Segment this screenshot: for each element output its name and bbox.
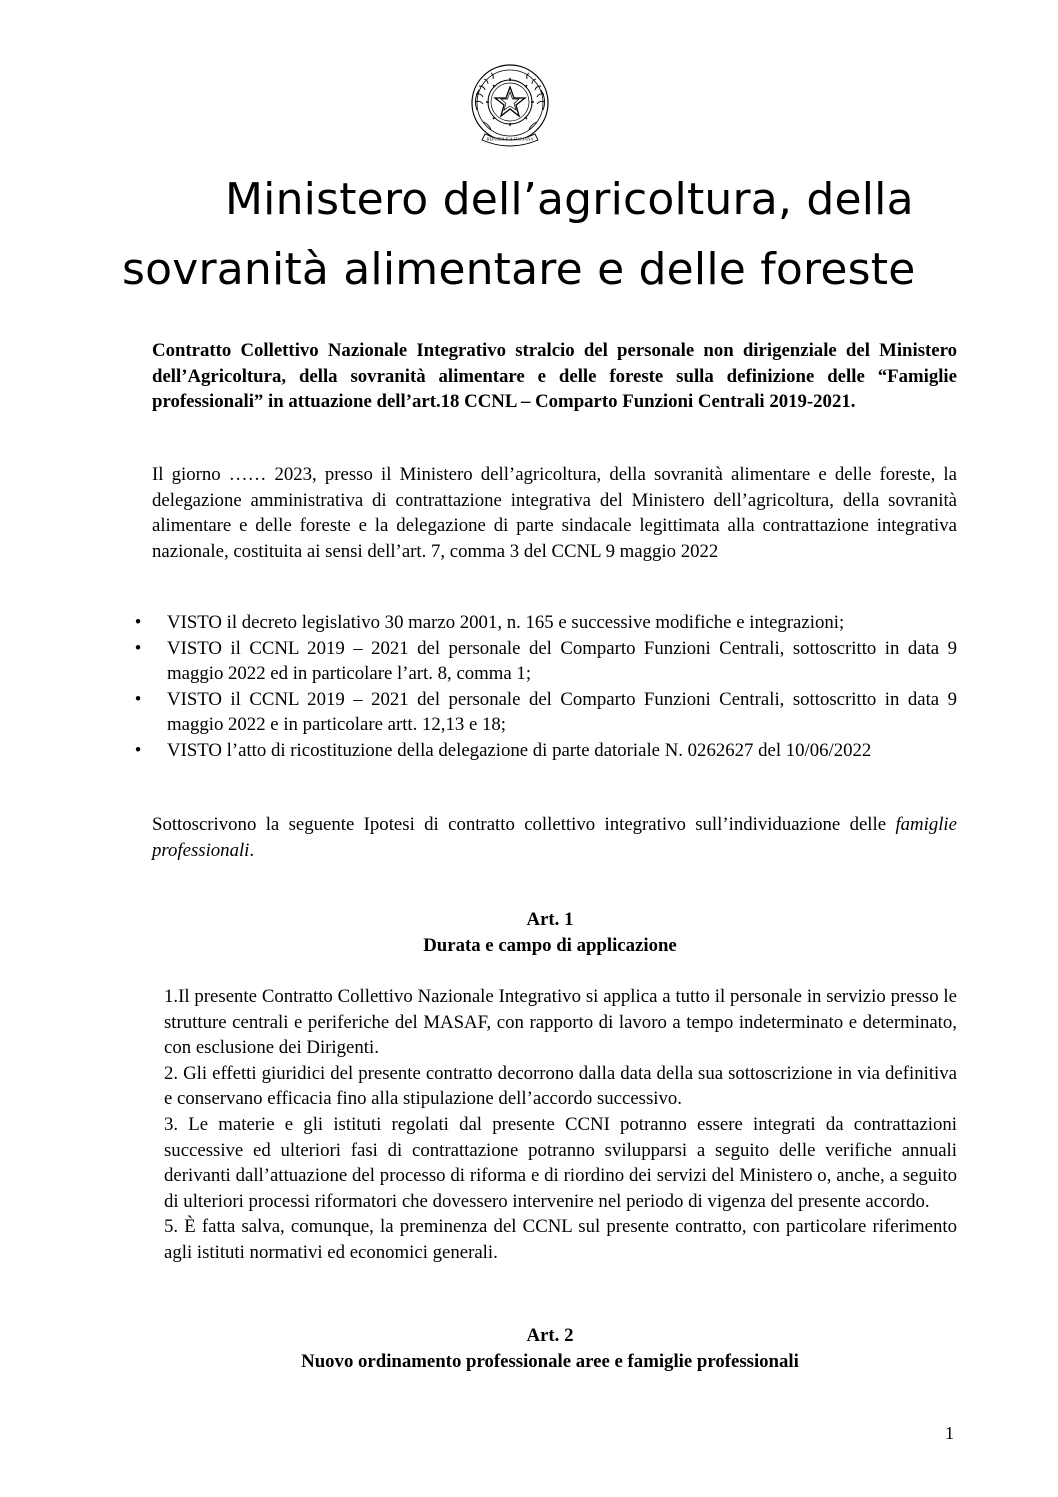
sottoscrivono-italic: famiglie professionali <box>152 814 957 861</box>
article-1-body <box>164 984 957 1266</box>
sottoscrivono-end: . <box>249 839 255 861</box>
ministry-title <box>0 165 1058 305</box>
sottoscrivono-text: Sottoscrivono la seguente Ipotesi di contratto collettivo integrativo sull’individuazione delle <box>152 814 896 835</box>
premise-item <box>133 687 957 738</box>
premises-list <box>133 610 957 764</box>
article-1-paragraph: 3. Le materie e gli istituti regolati dal presente CCNI potranno essere integrati da contrattazioni successive ed ulteriori fasi di contrattazione potranno svilupparsi a seguito delle verifiche annuali derivanti dall’attuazione del processo di riforma e di riordino dei servizi del Ministero o, anche, a seguito di ulteriori processi riformatori che dovessero intervenire nel periodo di vigenza del presente accordo. <box>164 1113 957 1212</box>
article-1-paragraph: 1.Il presente Contratto Collettivo Nazionale Integrativo si applica a tutto il personale in servizio presso le strutture centrali e periferiche del MASAF, con rapporto di lavoro a tempo indeterminato e determinato, con esclusione dei Dirigenti. <box>164 986 957 1059</box>
article-1-paragraph: 2. Gli effetti giuridici del presente contratto decorrono dalla data della sua sottoscrizione in via definitiva e conservano efficacia fino alla stipulazione dell’accordo successivo. <box>164 1062 957 1110</box>
bullet-icon: • <box>134 637 142 659</box>
ministry-title-line1: Ministero dell’agricoltura, della <box>225 174 914 225</box>
article-1-title: Durata e campo di applicazione <box>423 934 677 956</box>
premise-text: VISTO il decreto legislativo 30 marzo 2001, n. 165 e successive modifiche e integrazioni; <box>167 612 845 633</box>
article-2-heading <box>0 1323 1058 1374</box>
premise-item <box>133 610 957 636</box>
ministry-title-line2: sovranità alimentare e delle foreste <box>122 244 916 295</box>
premise-text: VISTO l’atto di ricostituzione della delegazione di parte datoriale N. 0262627 del 10/06/2022 <box>167 739 872 761</box>
intro-paragraph: Il giorno …… 2023, presso il Ministero dell’agricoltura, della sovranità alimentare e delle foreste, la delegazione amministrativa di contrattazione integrativa del Ministero dell’agricoltura, della sovranità alimentare e delle foreste e la delegazione di parte sindacale legittimata alla contrattazione integrativa nazionale, costituita ai sensi dell’art. 7, comma 3 del CCNL 9 maggio 2022 <box>152 464 957 562</box>
premise-item <box>133 636 957 687</box>
contract-heading: Contratto Collettivo Nazionale Integrativo stralcio del personale non dirigenziale del Ministero dell’Agricoltura, della sovranità alimentare e delle foreste sulla definizione delle “Famiglie professionali” in attuazione dell’art.18 CCNL – Comparto Funzioni Centrali 2019-2021. <box>152 340 957 413</box>
article-1-paragraph: 5. È fatta salva, comunque, la preminenza del CCNL sul presente contratto, con particolare riferimento agli istituti normativi ed economici generali. <box>164 1216 957 1263</box>
premise-text: VISTO il CCNL 2019 – 2021 del personale del Comparto Funzioni Centrali, sottoscritto in data 9 maggio 2022 e in particolare artt. 12,13 e 18; <box>167 688 957 736</box>
article-1-number: Art. 1 <box>526 909 574 930</box>
bullet-icon: • <box>134 612 142 633</box>
sottoscrivono-paragraph <box>152 812 957 863</box>
emblem-legend: REPUBBLICA ITALIANA <box>486 136 534 142</box>
page-number: 1 <box>945 1423 954 1443</box>
article-2-title: Nuovo ordinamento professionale aree e famiglie professionali <box>301 1350 799 1372</box>
italian-republic-emblem-icon <box>465 60 555 150</box>
bullet-icon: • <box>134 688 142 710</box>
article-1-heading <box>0 907 1058 958</box>
article-2-number: Art. 2 <box>526 1325 574 1346</box>
premise-text: VISTO il CCNL 2019 – 2021 del personale del Comparto Funzioni Centrali, sottoscritto in data 9 maggio 2022 ed in particolare l’art. 8, comma 1; <box>167 637 957 685</box>
premise-item <box>133 738 957 764</box>
bullet-icon: • <box>134 739 142 761</box>
